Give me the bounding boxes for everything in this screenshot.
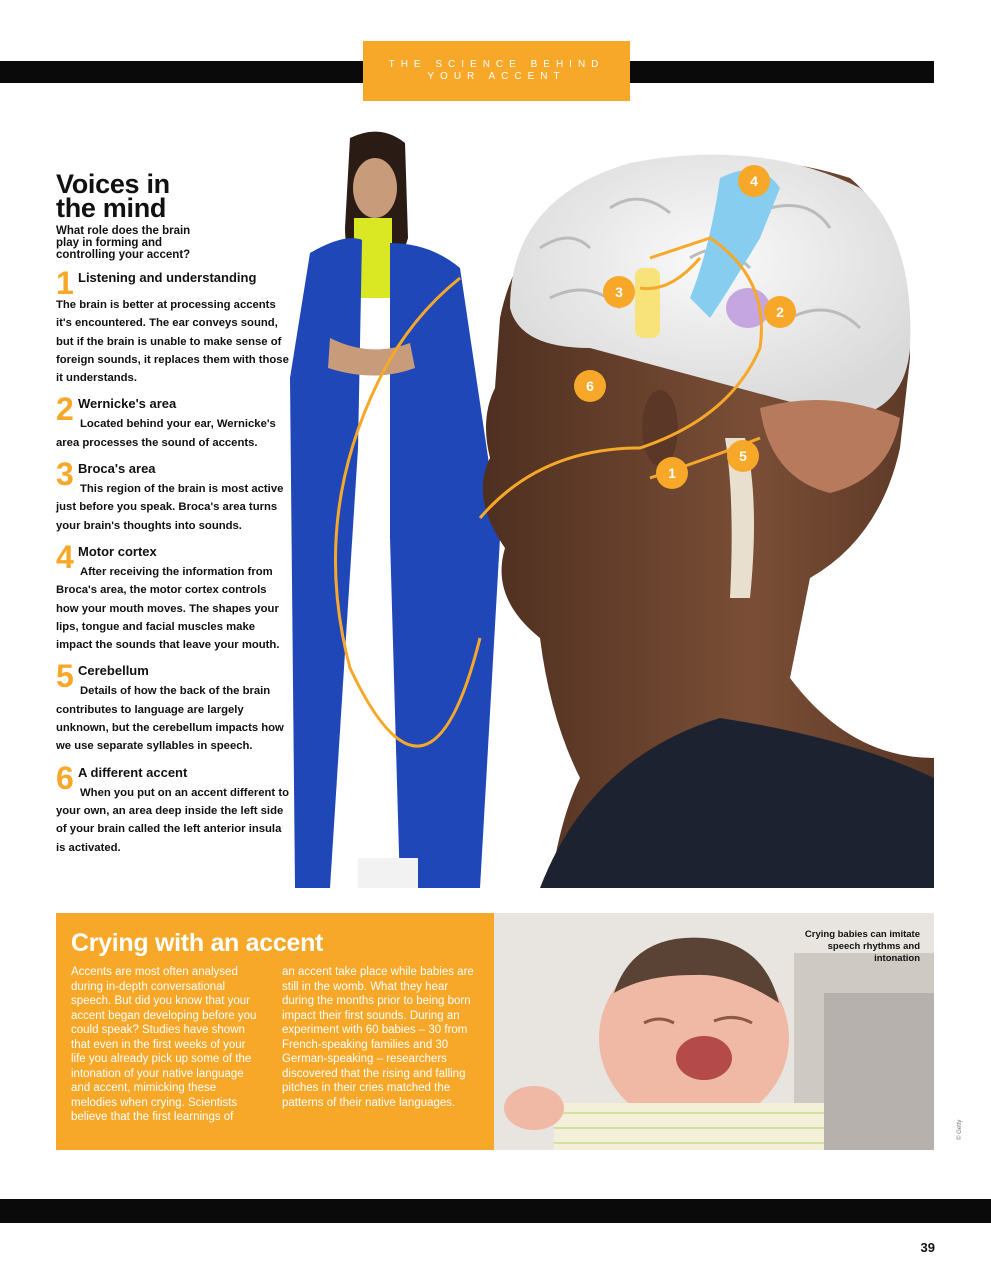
article-title <box>56 169 292 223</box>
item-number: 4 <box>56 538 72 575</box>
page-number: 39 <box>920 1240 935 1255</box>
item-title: Broca's area <box>78 461 156 477</box>
list-item <box>56 456 292 535</box>
article-column <box>56 169 292 857</box>
section-header-tab <box>363 41 630 101</box>
photo-credit: © Getty <box>957 1119 963 1140</box>
item-body-text: After receiving the information from Broca's area, the motor cortex controls how your mouth moves. The shapes your lips, tongue and facial muscles make impact the sounds that leave your mouth. <box>56 565 280 652</box>
item-body-text: Details of how the back of the brain contributes to language are largely unknown, but the cerebellum impacts how we use separate syllables in speech. <box>56 685 284 753</box>
list-item <box>56 538 292 654</box>
article-intro: What role does the brain play in forming and controlling your accent? <box>56 225 191 261</box>
marker-2: 2 <box>776 304 784 320</box>
item-body <box>56 563 292 654</box>
crying-box <box>56 913 494 1150</box>
marker-4: 4 <box>750 173 758 189</box>
brain-diagram-photo <box>290 118 934 888</box>
marker-5: 5 <box>739 448 747 464</box>
marker-3: 3 <box>615 284 623 300</box>
item-number: 5 <box>56 658 72 695</box>
item-title: Listening and understanding <box>78 270 257 285</box>
crying-column-2: an accent take place while babies are still in the womb. What they hear during the months prior to being born impact their first sounds. During an experiment with 60 babies – 30 from French-speaking families and 30 German-speaking – researchers discovered that the rising and falling pitches in their cries matched the patterns of their native languages. <box>282 966 474 1109</box>
item-title: A different accent <box>78 764 188 780</box>
crying-column-1: Accents are most often analysed during in-depth conversational speech. But did you know that your accent began developing before you could speak? Studies have shown that even in the first weeks of your life you already pick up some of the intonation of your native language and accent, mimicking these melodies when crying. Scientists believe that the first learnings of <box>71 966 257 1123</box>
section-header-line1: THE SCIENCE BEHIND <box>388 59 605 70</box>
photo-caption: Crying babies can imitate speech rhythms and intonation <box>804 929 920 964</box>
article-title-line1: Voices in <box>56 169 170 199</box>
item-body <box>56 682 292 755</box>
item-body-text: Located behind your ear, Wernicke's area processes the sound of accents. <box>56 418 276 449</box>
item-body <box>56 415 292 452</box>
item-body-text: When you put on an accent different to your own, an area deep inside the left side of your brain called the left anterior insula is activated. <box>56 786 289 854</box>
item-body <box>56 784 292 857</box>
item-body <box>56 480 292 535</box>
bottom-black-bar <box>0 1199 991 1223</box>
item-title: Cerebellum <box>78 663 149 679</box>
crying-title: Crying with an accent <box>71 929 324 957</box>
marker-1: 1 <box>668 465 676 481</box>
list-item <box>56 265 292 387</box>
woman-photo <box>290 132 500 888</box>
list-item <box>56 759 292 857</box>
item-body: The brain is better at processing accents it's encountered. The ear conveys sound, but if the brain is unable to make sense of foreign sounds, it replaces them with those it understands. <box>56 299 289 385</box>
section-header-line2: YOUR ACCENT <box>427 71 566 82</box>
item-number: 3 <box>56 456 72 493</box>
item-number: 6 <box>56 759 72 796</box>
marker-6: 6 <box>586 378 594 394</box>
baby-photo <box>494 913 934 1150</box>
item-body-text: This region of the brain is most active just before you speak. Broca's area turns your brain's thoughts into sounds. <box>56 483 284 532</box>
item-title: Motor cortex <box>78 543 157 559</box>
item-number: 2 <box>56 391 72 428</box>
article-title-line2: the mind <box>56 193 167 223</box>
item-title: Wernicke's area <box>78 396 177 412</box>
item-number: 1 <box>56 265 72 301</box>
list-item <box>56 391 292 452</box>
list-item <box>56 658 292 755</box>
